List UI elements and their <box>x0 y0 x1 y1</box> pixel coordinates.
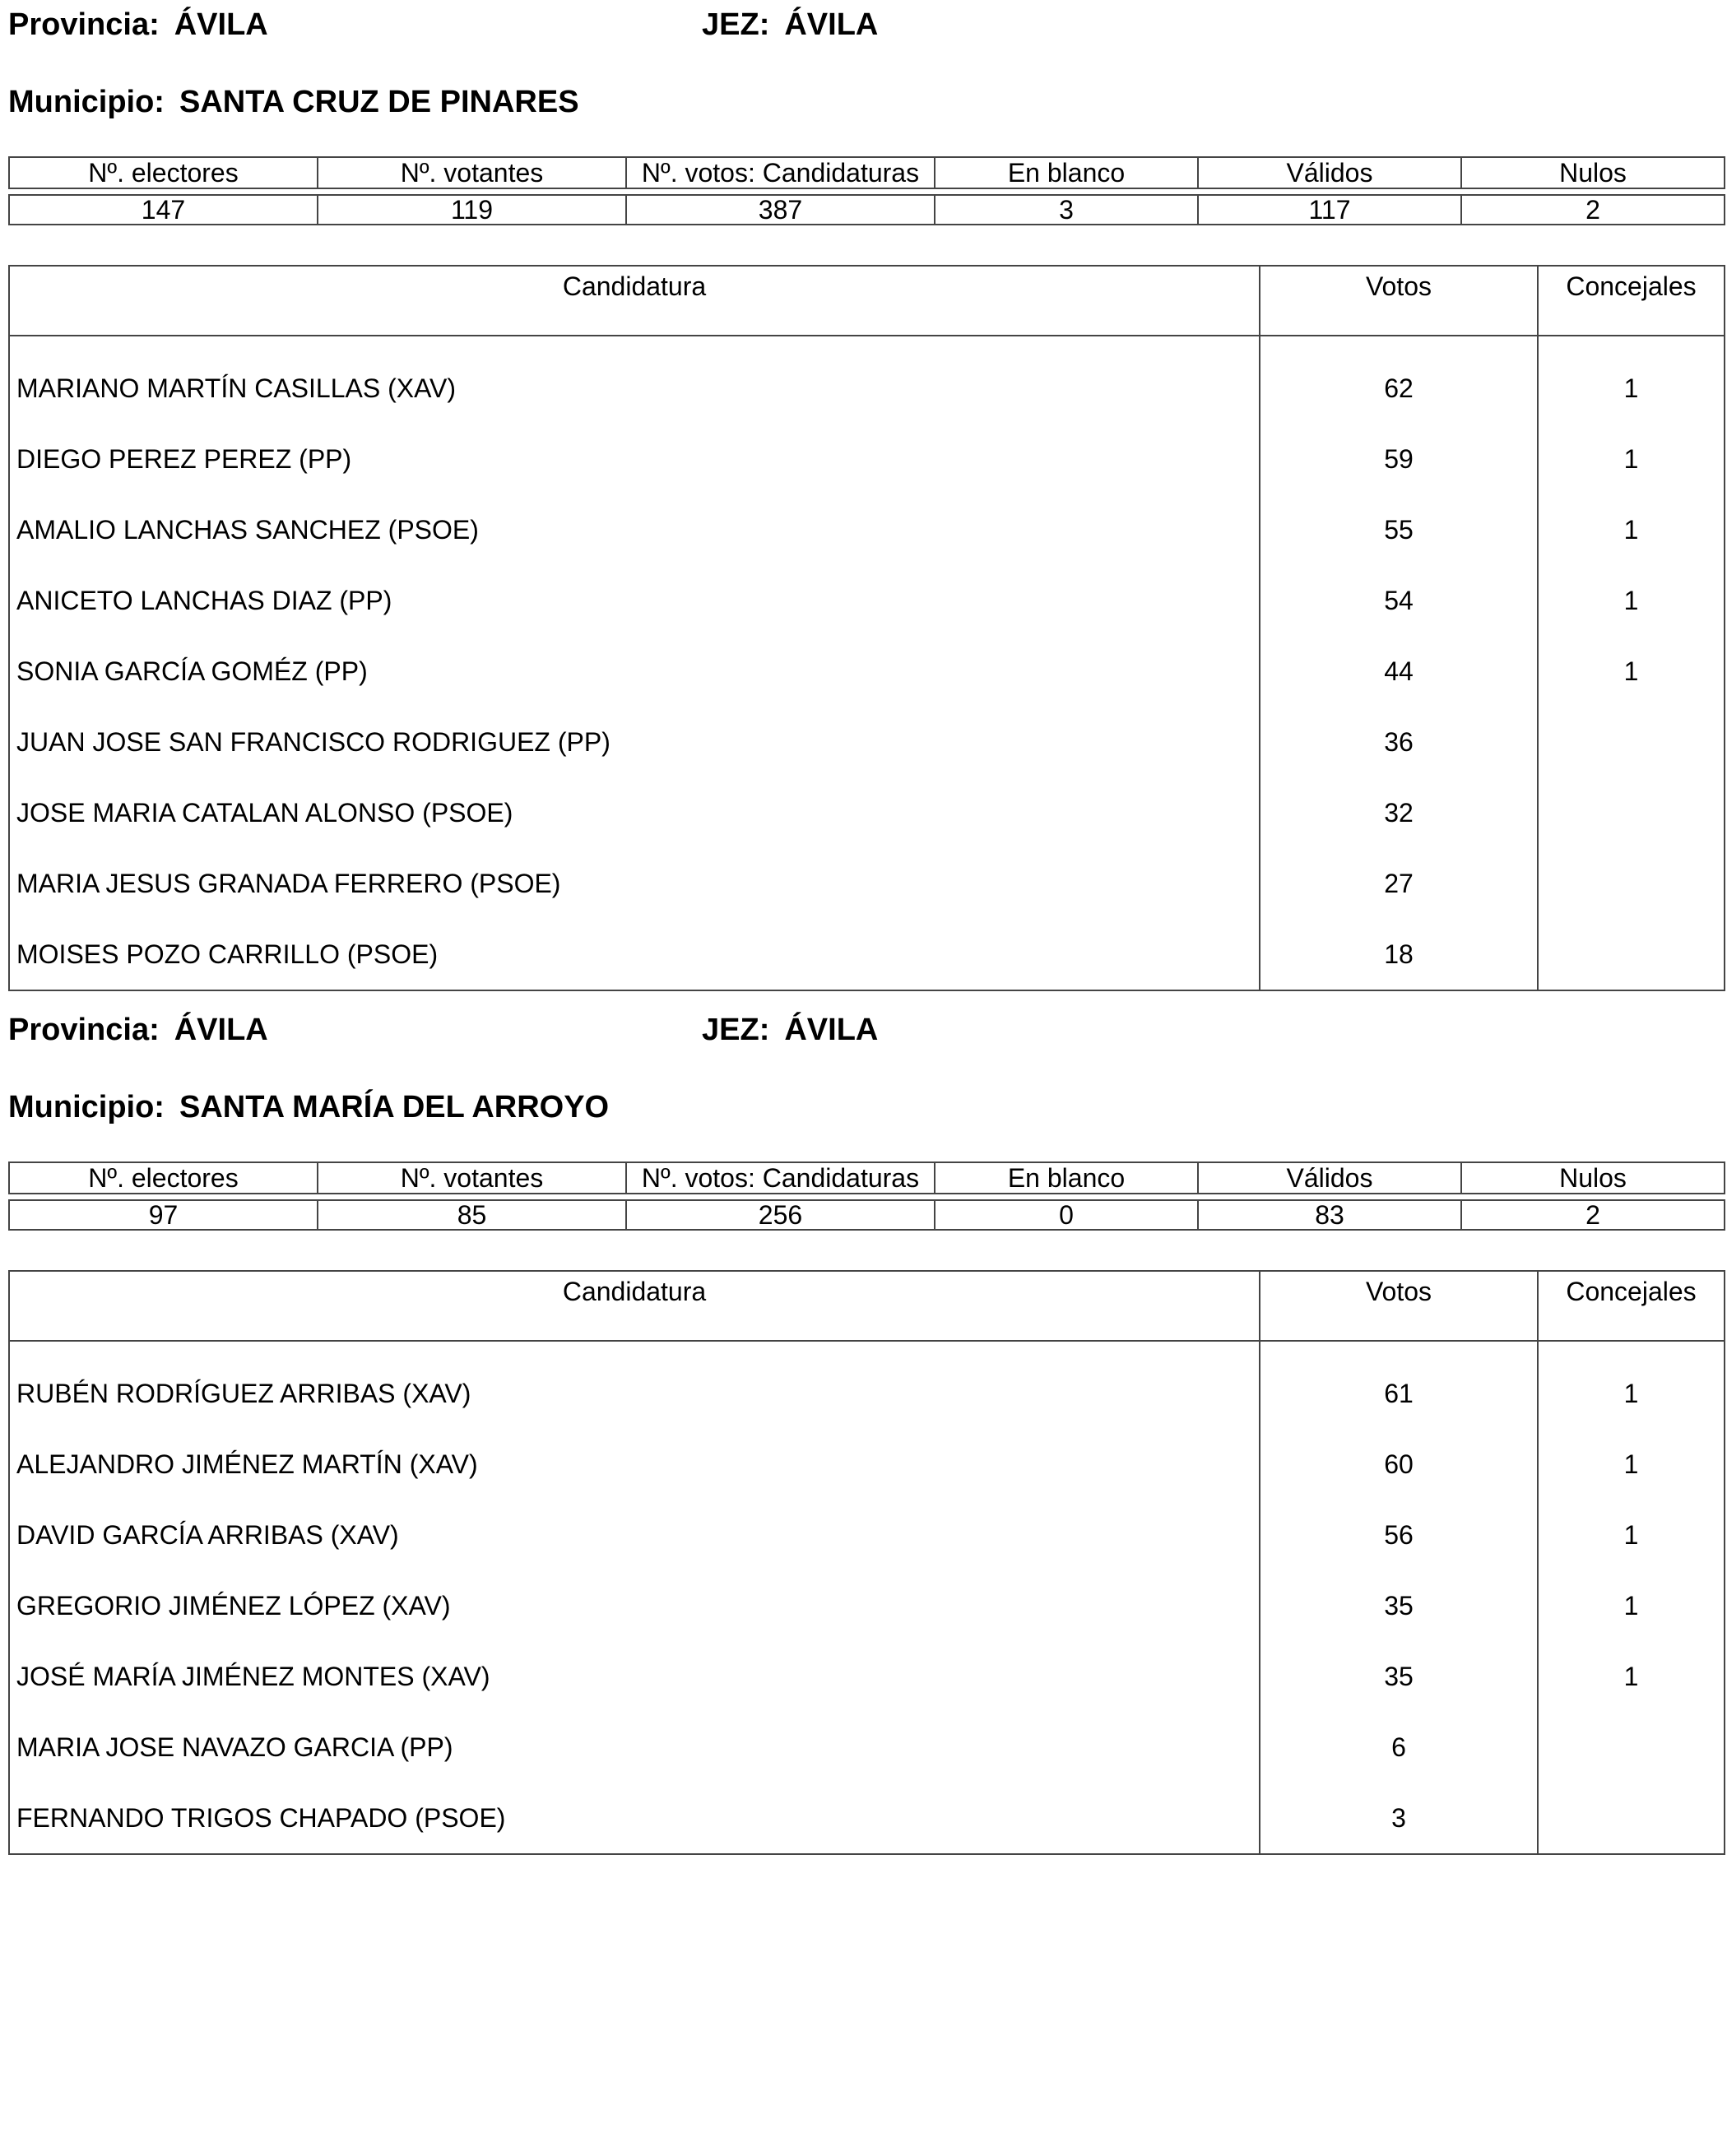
summary-value-validos: 117 <box>1198 195 1461 225</box>
candidate-votos: 54 <box>1260 565 1538 636</box>
municipio-value: SANTA CRUZ DE PINARES <box>179 85 579 119</box>
candidate-concejales: 1 <box>1623 443 1639 474</box>
candidate-votos: 3 <box>1260 1783 1538 1854</box>
candidate-concejales: 1 <box>1623 1449 1639 1479</box>
concejales-header: Concejales <box>1538 1271 1725 1341</box>
candidate-concejales: 1 <box>1623 585 1639 615</box>
jez-value: ÁVILA <box>784 7 879 42</box>
provincia-heading <box>8 1012 268 1048</box>
candidate-name: MARIA JESUS GRANADA FERRERO (PSOE) <box>9 848 1260 919</box>
candidate-name: JOSE MARIA CATALAN ALONSO (PSOE) <box>9 777 1260 848</box>
jez-label: JEZ: <box>702 7 770 42</box>
candidate-concejales: 1 <box>1623 1590 1639 1620</box>
candidates-header-row <box>9 266 1725 336</box>
candidate-name: FERNANDO TRIGOS CHAPADO (PSOE) <box>9 1783 1260 1854</box>
summary-header-electores: Nº. electores <box>9 1162 318 1194</box>
summary-header-nulos: Nulos <box>1461 1162 1725 1194</box>
provincia-value: ÁVILA <box>174 7 268 42</box>
candidate-name: GREGORIO JIMÉNEZ LÓPEZ (XAV) <box>9 1570 1260 1641</box>
summary-header-en-blanco: En blanco <box>935 1162 1198 1194</box>
candidate-name: SONIA GARCÍA GOMÉZ (PP) <box>9 636 1260 707</box>
candidate-votos: 18 <box>1260 919 1538 990</box>
candidate-concejales <box>1538 1712 1725 1783</box>
jez-heading <box>702 1012 878 1048</box>
candidate-votos: 35 <box>1260 1641 1538 1712</box>
candidate-name: MARIA JOSE NAVAZO GARCIA (PP) <box>9 1712 1260 1783</box>
jez-value: ÁVILA <box>784 1013 879 1047</box>
table-row <box>9 336 1725 424</box>
candidate-name: ANICETO LANCHAS DIAZ (PP) <box>9 565 1260 636</box>
summary-value-votantes: 119 <box>318 195 626 225</box>
summary-header-validos: Válidos <box>1198 1162 1461 1194</box>
candidate-concejales <box>1538 707 1725 777</box>
candidatura-header: Candidatura <box>9 266 1260 336</box>
table-row <box>9 494 1725 565</box>
summary-header-votantes: Nº. votantes <box>318 157 626 188</box>
municipio-heading <box>8 1089 609 1125</box>
municipio-value: SANTA MARÍA DEL ARROYO <box>179 1090 610 1124</box>
candidates-table <box>8 1270 1725 1855</box>
candidate-name: DIEGO PEREZ PEREZ (PP) <box>9 424 1260 494</box>
candidate-name: JUAN JOSE SAN FRANCISCO RODRIGUEZ (PP) <box>9 707 1260 777</box>
candidate-name: RUBÉN RODRÍGUEZ ARRIBAS (XAV) <box>9 1341 1260 1429</box>
provincia-label: Provincia: <box>8 7 160 42</box>
summary-header-votos-candidaturas: Nº. votos: Candidaturas <box>626 157 935 188</box>
summary-table <box>8 156 1725 225</box>
jez-label: JEZ: <box>702 1013 770 1047</box>
concejales-header: Concejales <box>1538 266 1725 336</box>
summary-values-row <box>9 195 1725 225</box>
summary-value-validos: 83 <box>1198 1200 1461 1230</box>
candidate-concejales <box>1538 848 1725 919</box>
summary-value-nulos: 2 <box>1461 1200 1725 1230</box>
summary-header-row <box>9 157 1725 188</box>
candidate-votos: 55 <box>1260 494 1538 565</box>
candidate-votos: 32 <box>1260 777 1538 848</box>
summary-value-votos-candidaturas: 387 <box>626 195 935 225</box>
table-row <box>9 1641 1725 1712</box>
candidate-name: JOSÉ MARÍA JIMÉNEZ MONTES (XAV) <box>9 1641 1260 1712</box>
summary-value-votos-candidaturas: 256 <box>626 1200 935 1230</box>
table-row <box>9 1341 1725 1429</box>
table-row <box>9 424 1725 494</box>
votos-header: Votos <box>1260 266 1538 336</box>
candidate-concejales: 1 <box>1623 514 1639 545</box>
summary-value-electores: 97 <box>9 1200 318 1230</box>
summary-value-en-blanco: 3 <box>935 195 1198 225</box>
municipio-section-2 <box>8 1005 1724 1844</box>
table-row <box>9 777 1725 848</box>
candidate-name: ALEJANDRO JIMÉNEZ MARTÍN (XAV) <box>9 1429 1260 1500</box>
summary-header-en-blanco: En blanco <box>935 157 1198 188</box>
provincia-label: Provincia: <box>8 1013 160 1047</box>
candidate-name: MARIANO MARTÍN CASILLAS (XAV) <box>9 336 1260 424</box>
candidate-concejales: 1 <box>1623 1378 1639 1408</box>
candidate-votos: 56 <box>1260 1500 1538 1570</box>
table-row <box>9 919 1725 990</box>
summary-header-votos-candidaturas: Nº. votos: Candidaturas <box>626 1162 935 1194</box>
table-row <box>9 1500 1725 1570</box>
table-row <box>9 1783 1725 1854</box>
candidate-votos: 36 <box>1260 707 1538 777</box>
votos-header: Votos <box>1260 1271 1538 1341</box>
municipio-heading <box>8 84 579 120</box>
candidate-name: AMALIO LANCHAS SANCHEZ (PSOE) <box>9 494 1260 565</box>
candidate-votos: 44 <box>1260 636 1538 707</box>
candidatura-header: Candidatura <box>9 1271 1260 1341</box>
candidates-table <box>8 265 1725 991</box>
candidate-concejales: 1 <box>1623 1519 1639 1550</box>
summary-value-votantes: 85 <box>318 1200 626 1230</box>
summary-header-row <box>9 1162 1725 1194</box>
candidate-votos: 35 <box>1260 1570 1538 1641</box>
table-row <box>9 848 1725 919</box>
table-row <box>9 1570 1725 1641</box>
summary-table <box>8 1161 1725 1231</box>
provincia-heading <box>8 7 268 43</box>
table-row <box>9 636 1725 707</box>
candidate-concejales: 1 <box>1623 656 1639 686</box>
candidate-votos: 59 <box>1260 424 1538 494</box>
candidate-votos: 6 <box>1260 1712 1538 1783</box>
table-row <box>9 1429 1725 1500</box>
candidate-concejales: 1 <box>1623 1661 1639 1691</box>
summary-header-votantes: Nº. votantes <box>318 1162 626 1194</box>
summary-value-nulos: 2 <box>1461 195 1725 225</box>
summary-header-electores: Nº. electores <box>9 157 318 188</box>
summary-values-row <box>9 1200 1725 1230</box>
candidate-votos: 60 <box>1260 1429 1538 1500</box>
candidates-header-row <box>9 1271 1725 1341</box>
candidate-concejales: 1 <box>1623 373 1639 403</box>
candidate-votos: 27 <box>1260 848 1538 919</box>
candidate-concejales <box>1538 919 1725 990</box>
candidate-name: MOISES POZO CARRILLO (PSOE) <box>9 919 1260 990</box>
summary-header-validos: Válidos <box>1198 157 1461 188</box>
municipio-label: Municipio: <box>8 1090 165 1124</box>
municipio-label: Municipio: <box>8 85 165 119</box>
table-row <box>9 565 1725 636</box>
provincia-value: ÁVILA <box>174 1013 268 1047</box>
summary-header-nulos: Nulos <box>1461 157 1725 188</box>
candidate-votos: 62 <box>1260 336 1538 424</box>
candidate-concejales <box>1538 1783 1725 1854</box>
summary-value-en-blanco: 0 <box>935 1200 1198 1230</box>
summary-value-electores: 147 <box>9 195 318 225</box>
candidate-votos: 61 <box>1260 1341 1538 1429</box>
table-row <box>9 707 1725 777</box>
jez-heading <box>702 7 878 43</box>
table-row <box>9 1712 1725 1783</box>
candidate-name: DAVID GARCÍA ARRIBAS (XAV) <box>9 1500 1260 1570</box>
candidate-concejales <box>1538 777 1725 848</box>
municipio-section-1 <box>8 0 1724 971</box>
